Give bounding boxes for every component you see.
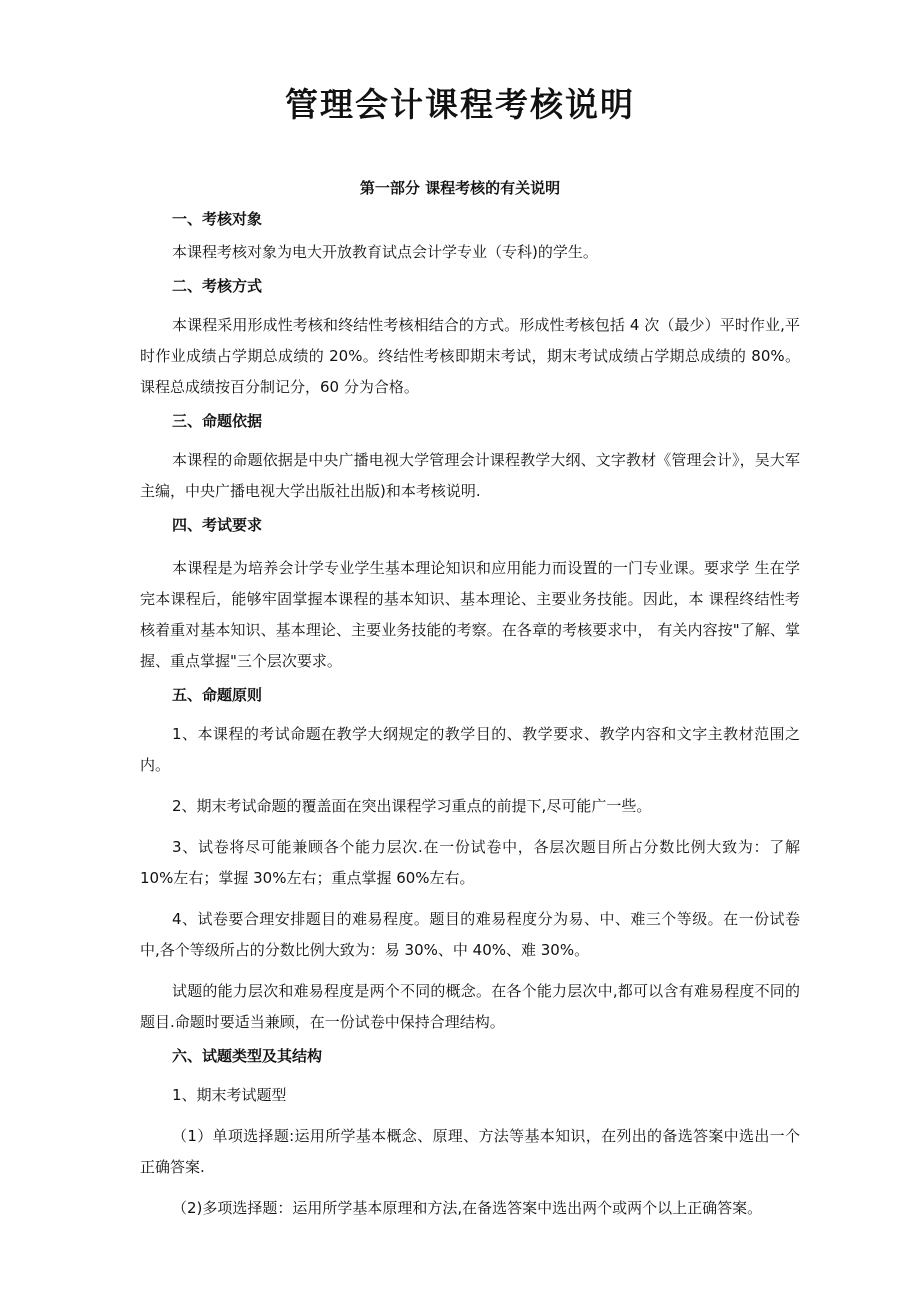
- document-body: [140, 205, 800, 1224]
- part-heading: 第一部分 课程考核的有关说明: [359, 179, 561, 197]
- document-title: 管理会计课程考核说明: [285, 85, 635, 124]
- section-paragraph: 1、本课程的考试命题在教学大纲规定的教学目的、教学要求、教学内容和文字主教材范围之内。: [140, 725, 800, 774]
- section-heading: 一、考核对象: [172, 210, 263, 228]
- section-heading: 六、试题类型及其结构: [172, 1047, 323, 1065]
- section-paragraph: 2、期末考试命题的覆盖面在突出课程学习重点的前提下,尽可能广一些。: [172, 797, 652, 815]
- section-paragraph: 本课程考核对象为电大开放教育试点会计学专业（专科)的学生。: [172, 243, 598, 261]
- section-paragraph: 3、试卷将尽可能兼顾各个能力层次.在一份试卷中，各层次题目所占分数比例大致为：了解 10%左右；掌握 30%左右；重点掌握 60%左右。: [140, 838, 800, 887]
- section-paragraph: 本课程的命题依据是中央广播电视大学管理会计课程教学大纲、文字教材《管理会计》，吴大军主编，中央广播电视大学出版社出版)和本考核说明.: [140, 451, 800, 500]
- section-heading: 五、命题原则: [172, 686, 263, 704]
- section-paragraph: 本课程采用形成性考核和终结性考核相结合的方式。形成性考核包括 4 次（最少）平时作业,平时作业成绩占学期总成绩的 20%。终结性考核即期末考试，期末考试成绩占学期总成绩的 80%。课程总成绩按百分制记分，60 分为合格。: [140, 316, 800, 396]
- section-paragraph: 试题的能力层次和难易程度是两个不同的概念。在各个能力层次中,都可以含有难易程度不同的题目.命题时要适当兼顾，在一份试卷中保持合理结构。: [140, 982, 800, 1031]
- section-paragraph: 本课程是为培养会计学专业学生基本理论知识和应用能力而设置的一门专业课。要求学 生在学完本课程后，能够牢固掌握本课程的基本知识、基本理论、主要业务技能。因此，本 课程终结性考核着重对基本知识、基本理论、主要业务技能的考察。在各章的考核要求中， 有关内容按"了解、掌握、重点掌握"三个层次要求。: [140, 559, 800, 670]
- section-heading: 四、考试要求: [172, 516, 263, 534]
- section-paragraph: （1）单项选择题:运用所学基本概念、原理、方法等基本知识，在列出的备选答案中选出一个正确答案.: [140, 1127, 800, 1176]
- section-heading: 二、考核方式: [172, 277, 263, 295]
- section-paragraph: （2)多项选择题：运用所学基本原理和方法,在备选答案中选出两个或两个以上正确答案。: [172, 1199, 763, 1217]
- section-paragraph: 4、试卷要合理安排题目的难易程度。题目的难易程度分为易、中、难三个等级。在一份试卷中,各个等级所占的分数比例大致为：易 30%、中 40%、难 30%。: [140, 910, 800, 959]
- section-paragraph: 1、期末考试题型: [172, 1086, 287, 1104]
- section-heading: 三、命题依据: [172, 412, 263, 430]
